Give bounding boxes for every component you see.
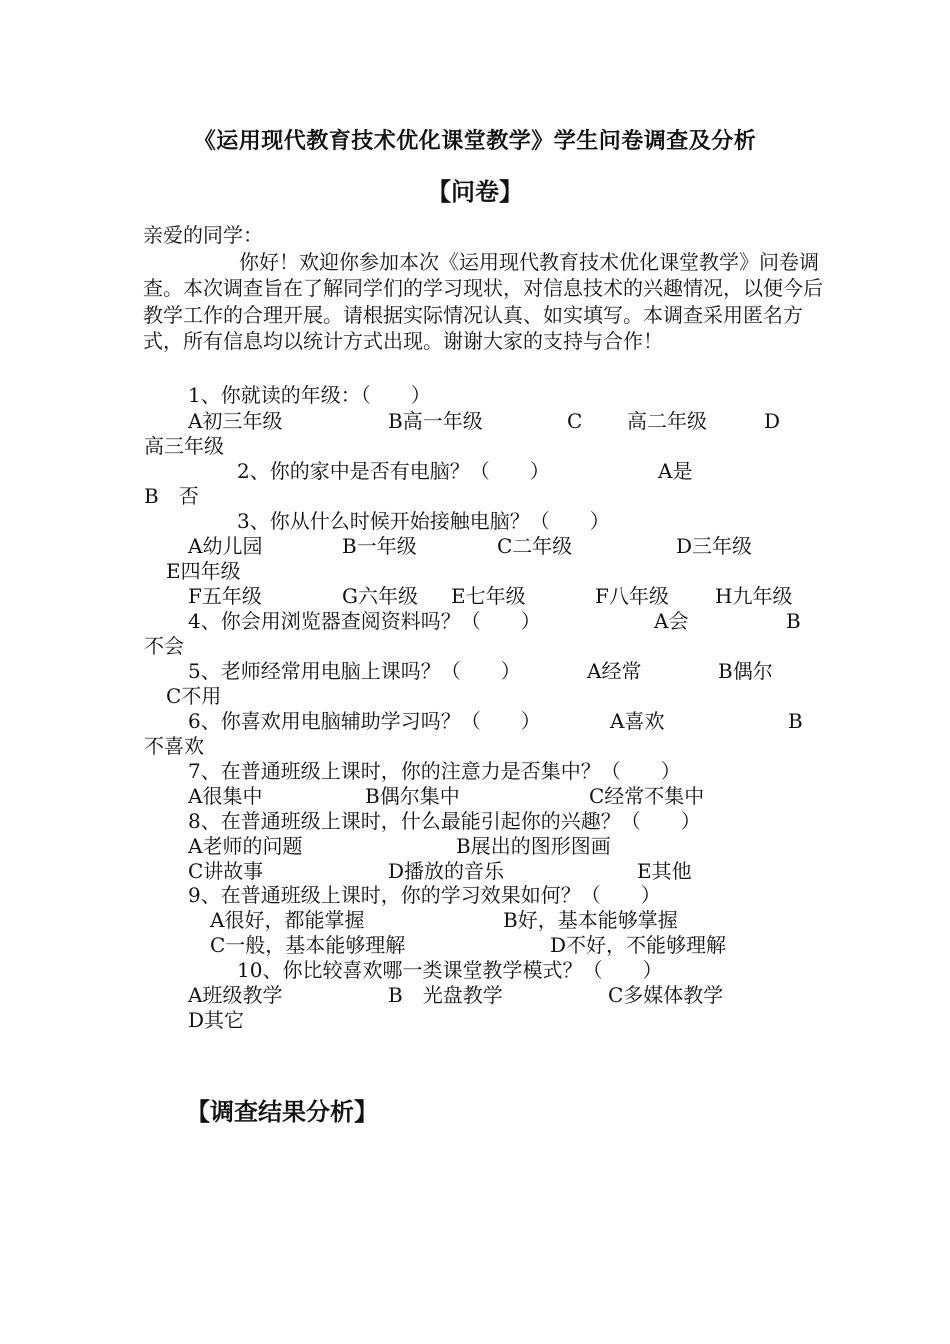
q6-question: 6、你喜欢用电脑辅助学习吗？（ ） [188,709,541,733]
q2-option-a: A是 [658,459,693,483]
q4-option-b: 不会 [144,634,184,658]
q3-option-g: G六年级 [342,584,418,608]
q1-option-b: B高一年级 [388,409,483,433]
q2-option-b: B 否 [144,484,199,508]
q9-option-d: D不好，不能够理解 [550,933,727,957]
q1-option-d-letter: D [764,409,781,433]
q1-option-c-letter: C [567,409,583,433]
q3-option-d: D三年级 [676,534,753,558]
q7-question: 7、在普通班级上课时，你的注意力是否集中？（ ） [188,759,681,783]
q7-option-b: B偶尔集中 [365,784,460,808]
q3-option-b: B一年级 [342,534,417,558]
q7-option-a: A很集中 [188,784,263,808]
q8-option-d: D播放的音乐 [388,859,505,883]
q8-question: 8、在普通班级上课时，什么最能引起你的兴趣？（ ） [188,809,701,833]
q8-option-b: B展出的图形图画 [456,834,611,858]
q1-question: 1、你就读的年级：（ ） [188,383,431,407]
q5-option-a: A经常 [587,659,642,683]
intro-block [143,222,823,355]
intro-paragraph: 你好！欢迎你参加本次《运用现代教育技术优化课堂教学》问卷调查。本次调查旨在了解同学们的学习现状，对信息技术的兴趣情况，以便今后教学工作的合理开展。请根据实际情况认真、如实填写。本调查采用匿名方式，所有信息均以统计方式出现。谢谢大家的支持与合作！ [143,249,823,353]
q9-question: 9、在普通班级上课时，你的学习效果如何？（ ） [188,883,661,907]
q8-option-a: A老师的问题 [188,834,303,858]
q8-option-e: E其他 [637,859,692,883]
q5-option-b: B偶尔 [718,659,773,683]
q5-question: 5、老师经常用电脑上课吗？（ ） [188,659,521,683]
q8-option-c: C讲故事 [188,859,264,883]
q10-option-a: A班级教学 [188,983,283,1007]
q3-option-a: A幼儿园 [188,534,263,558]
q9-option-b: B好，基本能够掌握 [503,908,678,932]
q10-option-d: D其它 [188,1008,245,1032]
q3-option-c: C二年级 [497,534,573,558]
greeting: 亲爱的同学： [143,223,263,247]
q3-question: 3、你从什么时候开始接触电脑？（ ） [237,509,610,533]
section-heading-questionnaire: 【问卷】 [427,178,523,206]
q7-option-c: C经常不集中 [589,784,705,808]
q6-option-b: 不喜欢 [144,734,204,758]
q1-option-d: 高三年级 [144,434,224,458]
q3-option-f2: F八年级 [595,584,669,608]
q1-option-c: 高二年级 [627,409,707,433]
q6-option-b-letter: B [788,709,803,733]
q10-option-c: C多媒体教学 [608,983,724,1007]
section-heading-analysis: 【调查结果分析】 [186,1098,378,1126]
document-title: 《运用现代教育技术优化课堂教学》学生问卷调查及分析 [193,129,757,154]
q6-option-a: A喜欢 [610,709,665,733]
q4-option-a: A会 [654,609,689,633]
q2-question: 2、你的家中是否有电脑？（ ） [237,459,550,483]
q3-option-h: H九年级 [715,584,793,608]
q5-option-c: C不用 [166,684,222,708]
q10-question: 10、你比较喜欢哪一类课堂教学模式？（ ） [237,958,663,982]
q1-option-a: A初三年级 [188,409,283,433]
q10-option-b: B 光盘教学 [388,983,503,1007]
q4-option-b-letter: B [786,609,801,633]
q3-option-f: F五年级 [188,584,262,608]
q4-question: 4、你会用浏览器查阅资料吗？（ ） [188,609,541,633]
q3-option-e2: E七年级 [451,584,526,608]
q3-option-e: E四年级 [166,559,241,583]
q9-option-a: A很好，都能掌握 [210,908,365,932]
q9-option-c: C一般，基本能够理解 [210,933,406,957]
